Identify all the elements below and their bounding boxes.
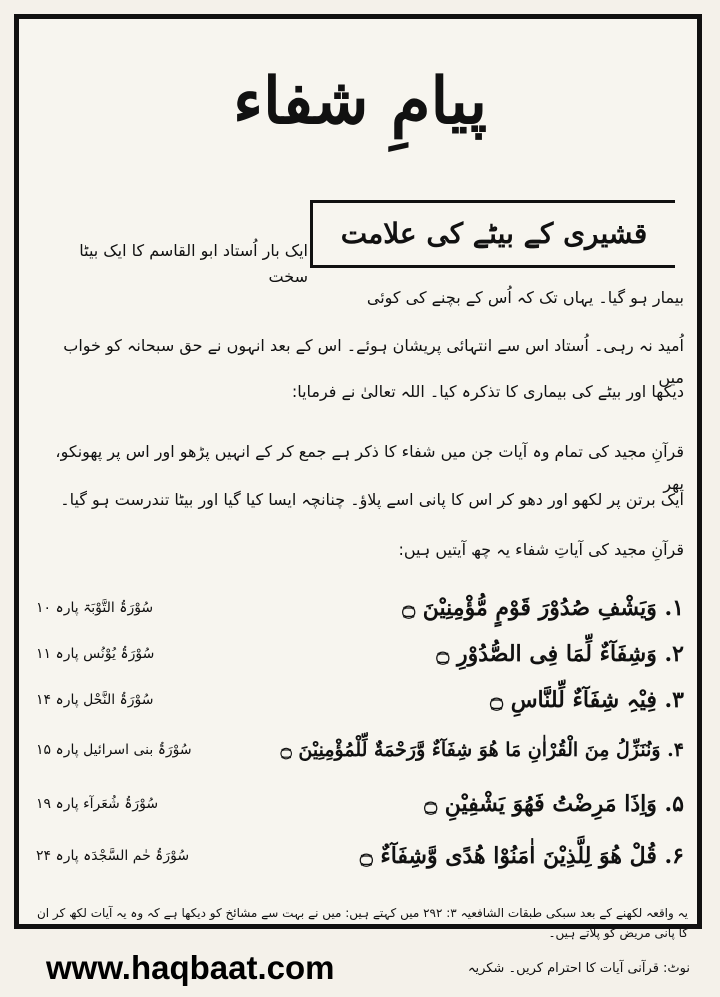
page-title: پیامِ شفاء xyxy=(232,64,488,139)
section-heading-box xyxy=(310,200,675,268)
ayah-row xyxy=(36,836,684,876)
ayah-text: ۳. فِیْہِ شِفَآءٌ لِّلنَّاسِ ۝ xyxy=(490,687,684,713)
ayah-row xyxy=(36,680,684,720)
paragraph-line: دیکھا اور بیٹے کی بیماری کا تذکرہ کیا۔ اللہ تعالیٰ نے فرمایا: xyxy=(291,382,684,401)
surah-reference: سُوْرَۃُ النَّحْل پارہ ۱۴ xyxy=(36,692,154,708)
paragraph-line: اُمید نہ رہی۔ اُستاد اس سے انتہائی پریشان ہوئے۔ اس کے بعد انہوں نے حق سبحانہ کو خواب میں xyxy=(63,336,684,387)
surah-reference: سُوْرَۃُ شُعَرآء پارہ ۱۹ xyxy=(36,796,159,812)
ayah-row xyxy=(36,730,684,770)
paragraph-line: بیمار ہو گیا۔ یہاں تک کہ اُس کے بچنے کی کوئی xyxy=(366,288,684,307)
ayah-text: ۴. وَنُنَزِّلُ مِنَ الْقُرْاٰنِ مَا هُوَ شِفَآءٌ وَّرَحْمَةٌ لِّلْمُؤْمِنِیْنَ ۝ xyxy=(280,739,684,761)
ayah-text: ۲. وَشِفَآءٌ لِّمَا فِی الصُّدُوْرِ ۝ xyxy=(436,641,684,667)
paragraph-line: ایک برتن پر لکھو اور دھو کر اس کا پانی اسے پلاؤ۔ چنانچہ ایسا کیا گیا اور بیٹا تندرست ہو گیا۔ xyxy=(60,490,684,509)
ayah-text: ۶. قُلْ هُوَ لِلَّذِیْنَ اٰمَنُوْا هُدًی وَّشِفَآءٌ ۝ xyxy=(359,843,684,869)
paragraph-line: قرآنِ مجید کی آیاتِ شفاء یہ چھ آیتیں ہیں: xyxy=(398,540,684,559)
ayah-row xyxy=(36,634,684,674)
ayah-text: ۱. وَیَشْفِ صُدُوْرَ قَوْمٍ مُّؤْمِنِیْنَ ۝ xyxy=(402,595,684,621)
surah-reference: سُوْرَۃُ یُوْنُس پارہ ۱۱ xyxy=(36,646,155,662)
website-url[interactable]: www.haqbaat.com xyxy=(46,949,335,986)
intro-first-line: ایک بار اُستاد ابو القاسم کا ایک بیٹا سخت xyxy=(79,241,308,286)
respect-note: نوٹ: قرآنی آیات کا احترام کریں۔ شکریہ xyxy=(467,961,690,976)
surah-reference: سُوْرَۃُ التَّوْبَۃ پارہ ۱۰ xyxy=(36,600,154,616)
ayah-row xyxy=(36,588,684,628)
ayah-row xyxy=(36,784,684,824)
section-heading: قشیری کے بیٹے کی علامت xyxy=(340,217,648,250)
surah-reference: سُوْرَۃُ بنی اسرائیل پارہ ۱۵ xyxy=(36,742,192,758)
paragraph-line: قرآنِ مجید کی تمام وہ آیات جن میں شفاء کا ذکر ہے جمع کر کے انہیں پڑھو اور اس پر پھونکو، پھر xyxy=(55,442,684,493)
surah-reference: سُوْرَۃُ حٰم السَّجْدَہ پارہ ۲۴ xyxy=(36,848,190,864)
footnote-reference: یہ واقعہ لکھنے کے بعد سبکی طبقات الشافعیہ ۳: ۲۹۲ میں کہتے ہیں: میں نے بہت سے مشائخ کو دیکھا ہے کہ وہ یہ آیات لکھ کر ان کا پانی مریض کو پلاتے ہیں۔ xyxy=(36,906,688,940)
ayah-text: ۵. وَاِذَا مَرِضْتُ فَهُوَ یَشْفِیْنِ ۝ xyxy=(424,791,684,817)
